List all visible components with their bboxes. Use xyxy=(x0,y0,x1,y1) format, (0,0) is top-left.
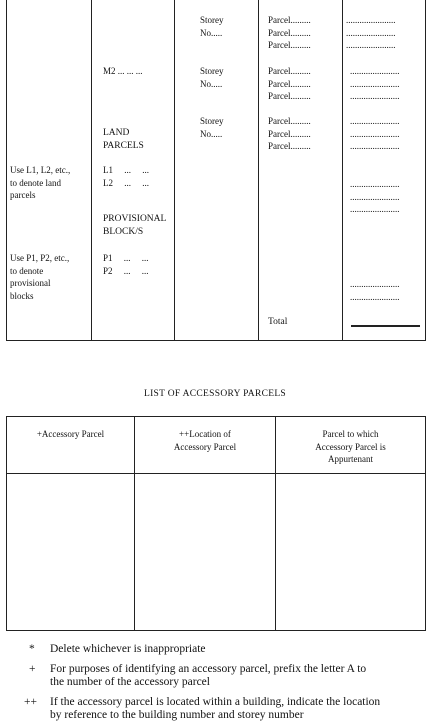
accessory-table-header-divider xyxy=(6,473,426,474)
provisional-block-values: ...................... ...................... xyxy=(350,279,400,302)
land-parcels-heading: LAND PARCELS xyxy=(103,128,144,151)
upper-table-left-border xyxy=(6,0,7,340)
land-parcels-items: L1 ... ... L2 ... ... xyxy=(103,165,149,188)
upper-table-col-divider xyxy=(258,0,259,340)
parcel-list: Parcel......... Parcel......... Parcel......... xyxy=(268,66,311,101)
provisional-block-heading: PROVISIONAL BLOCK/S xyxy=(103,214,167,237)
storey-label: Storey No..... xyxy=(200,116,224,139)
provisional-block-items: P1 ... ... P2 ... ... xyxy=(103,253,149,276)
accessory-table-left-border xyxy=(6,416,7,631)
footnote-text: If the accessory parcel is located within a building, indicate the location by reference to the building number and storey number xyxy=(50,696,381,721)
value-dots: ...................... ...................... ...................... xyxy=(350,116,400,151)
land-parcels-values: ...................... ...................... ...................... xyxy=(350,179,400,214)
upper-table-col-divider xyxy=(342,0,343,340)
parcel-list: Parcel......... Parcel......... Parcel......... xyxy=(268,116,311,151)
appurtenant-parcel-header: Parcel to which Accessory Parcel is Appurtenant xyxy=(315,429,386,464)
parcel-list: Parcel......... Parcel......... Parcel......... xyxy=(268,15,311,50)
accessory-table-right-border xyxy=(425,416,426,631)
storey-label: Storey No..... xyxy=(200,15,224,38)
accessory-table-bottom-border xyxy=(6,630,426,631)
value-dots: ...................... ...................... ...................... xyxy=(346,15,396,50)
accessory-parcel-header: +Accessory Parcel xyxy=(36,429,105,439)
total-label: Total xyxy=(268,317,288,327)
upper-table-right-border xyxy=(425,0,426,340)
footnote-marker: ++ xyxy=(24,696,37,708)
upper-table-col-divider xyxy=(91,0,92,340)
storey-label: Storey No..... xyxy=(200,66,224,89)
land-parcels-note: Use L1, L2, etc., to denote land parcels xyxy=(10,165,71,200)
footnote-text: Delete whichever is inappropriate xyxy=(50,643,206,655)
footnote-text: For purposes of identifying an accessory parcel, prefix the letter A to the number of the accessory parcel xyxy=(50,663,367,688)
upper-table-col-divider xyxy=(174,0,175,340)
upper-table-bottom-border xyxy=(6,340,426,341)
total-underline xyxy=(351,325,420,327)
provisional-block-note: Use P1, P2, etc., to denote provisional blocks xyxy=(10,253,70,301)
value-dots: ...................... ...................... ...................... xyxy=(350,66,400,101)
block-label: M2 ... ... ... xyxy=(103,66,143,76)
accessory-table-top-border xyxy=(6,416,426,417)
footnote-marker: + xyxy=(29,663,36,675)
accessory-list-title: LIST OF ACCESSORY PARCELS xyxy=(143,389,287,399)
location-header: ++Location of Accessory Parcel xyxy=(173,429,237,452)
footnote-marker: * xyxy=(29,643,35,655)
